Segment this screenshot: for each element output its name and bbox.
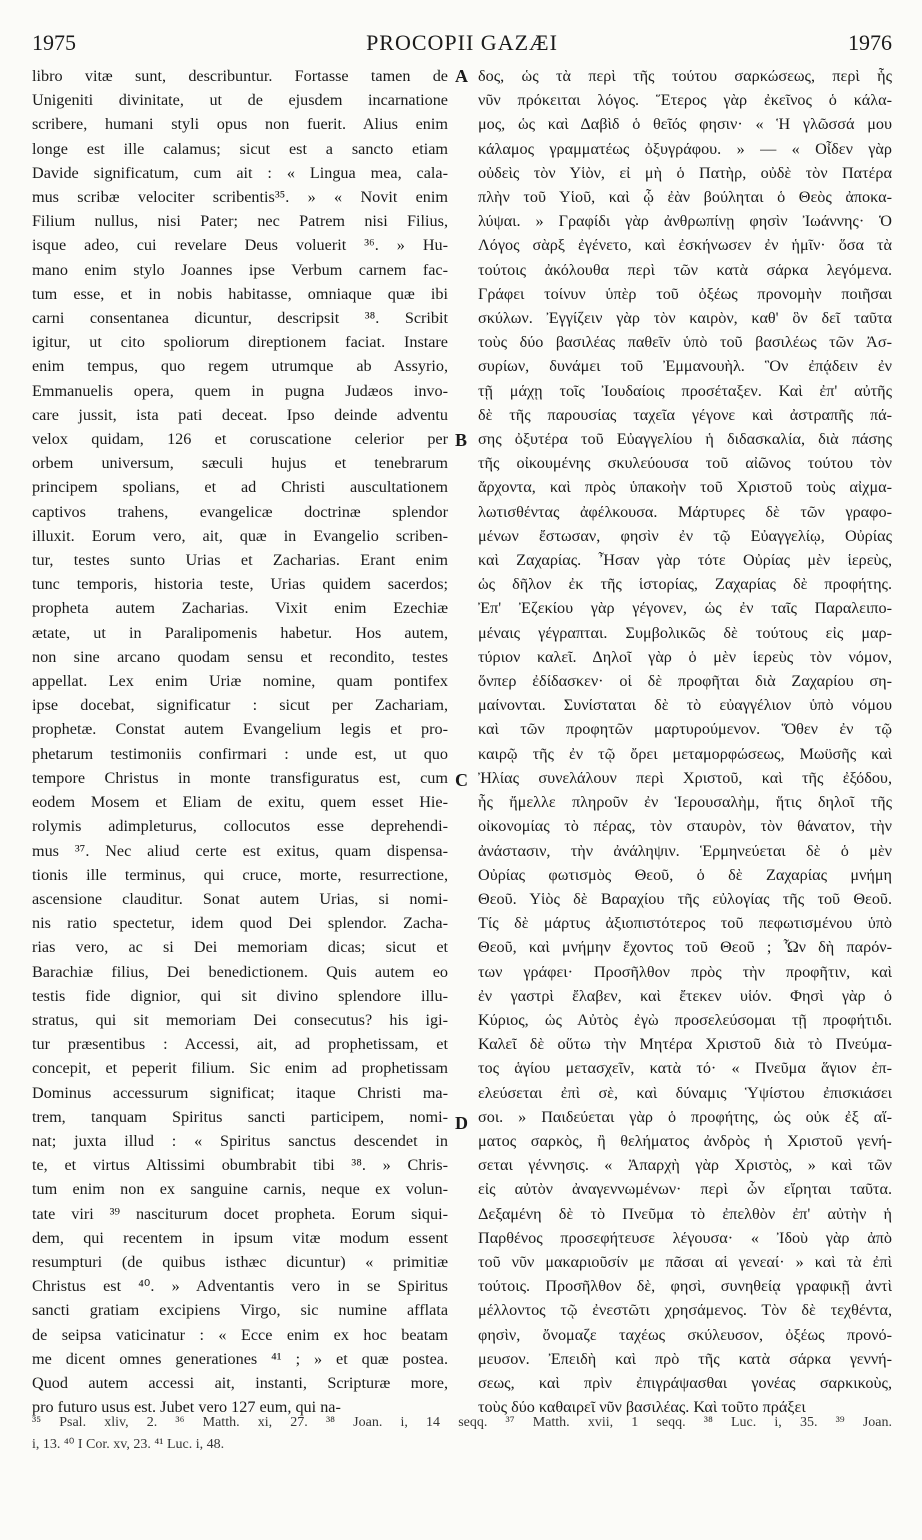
latin-text-line: tur, testes sunto Urias et Zacharias. Erant enim <box>32 551 448 570</box>
latin-column <box>32 64 448 1417</box>
latin-text-line: captivos trahens, evangelicæ doctrinæ splendor <box>32 502 448 521</box>
greek-text-line: τούτοις. Προσῆλθον δὲ, φησὶ, συνηθείᾳ γραφικῇ ἀντὶ <box>478 1277 892 1296</box>
greek-text-line: μαίνονται. Συνίσταται δὲ τὸ εὐαγγέλιον ὑπὸ νόμου <box>478 696 892 715</box>
greek-text-line: δος, ὡς τὰ περὶ τῆς τούτου σαρκώσεως, περὶ ἧς <box>478 67 892 85</box>
latin-text-line: concepit, et peperit filium. Sic enim ad prophetissam <box>32 1059 448 1078</box>
latin-text-line: mus ³⁷. Nec aliud certe est exitus, quam dispensa- <box>32 841 448 860</box>
latin-text-line: rolymis adimpleturus, collocutos esse deprehendi- <box>32 817 448 836</box>
latin-text-line: te, et virtus Altissimi obumbrabit tibi ³⁸. » Chris- <box>32 1156 448 1175</box>
greek-text-line: μέλλοντος τῷ ἐνεστῶτι χρησάμενος. Τὸν δὲ τεχθέντα, <box>478 1301 892 1320</box>
greek-text-line: Οὐρίας φωτισμὸς Θεοῦ, ὁ δὲ Ζαχαρίας μνήμη <box>478 865 892 884</box>
latin-text-line: Dominus accessurum significat; itaque Christi ma- <box>32 1083 448 1102</box>
section-marker-c: C <box>455 770 468 790</box>
greek-text-line: ἧς ἤμελλε πληροῦν ἐν Ἱερουσαλὴμ, ἥτις δηλοῖ τῆς <box>478 793 892 812</box>
latin-text-line: Filium nullus, nisi Pater; nec Patrem nisi Filius, <box>32 212 448 231</box>
latin-text-line: care jussit, ista pati deceat. Ipso deinde adventu <box>32 405 448 424</box>
greek-text-line: μος, ὡς καὶ Δαβὶδ ὁ θεῖός φησιν· « Ἡ γλῶσσά μου <box>478 115 892 134</box>
footnotes <box>32 1412 892 1456</box>
greek-text-line: Θεοῦ. Υἱὸς δὲ Βαραχίου τῆς εὐλογίας τῆς τοῦ Θεοῦ. <box>478 889 892 908</box>
latin-text-line: tum esse, et in nobis habitasse, omniaque quæ ibi <box>32 284 448 303</box>
latin-text-line: propheta autem Zacharias. Vixit enim Ezechiæ <box>32 599 448 618</box>
latin-text-line: nis ratio spectetur, idem quod Dei splendor. Zacha- <box>32 914 448 933</box>
latin-text-line: rias vero, ac si Dei memoriam dicas; sicut et <box>32 938 448 957</box>
greek-text-line: των γράφει· Προσῆλθον πρὸς τὴν προφῆτιν, καὶ <box>478 962 892 981</box>
greek-text-line: μευσον. Ἐπειδὴ καὶ πρὸ τῆς κατὰ σάρκα γεννή- <box>478 1349 892 1368</box>
greek-text-line: ματος σαρκὸς, ἢ θελήματος ἀνδρὸς ἡ Χριστοῦ γενή- <box>478 1131 892 1150</box>
latin-text-line: Quod autem accessi ait, instanti, Scripturæ more, <box>32 1373 448 1392</box>
latin-text-line: dem, qui recentem in ipsum vitæ modum essent <box>32 1228 448 1247</box>
greek-text-line: τῇ μάχῃ τοῖς Ἰουδαίοις προσέταξεν. Καὶ ἐπ' αὐτῆς <box>478 381 892 400</box>
latin-text-line: non sine arcano quodam sensu et recondito, testes <box>32 647 448 666</box>
latin-text-line: mano enim stylo Joannes ipse Verbum carnem fac- <box>32 260 448 279</box>
greek-text-line: κάλαμος γραμματέως ὀξυγράφου. » — « Οἶδεν γὰρ <box>478 139 892 158</box>
greek-text-line: Γράφει τοίνυν ὑπὲρ τοῦ ὀξέως προνομὴν ποιῆσαι <box>478 284 892 303</box>
latin-text-line: tunc temporis, historia teste, Urias quidem sacerdos; <box>32 575 448 594</box>
greek-text-line: Θεοῦ, καὶ μνήμην ἔχοντος τοῦ Θεοῦ ; Ὧν δὴ παρόν- <box>478 938 892 957</box>
latin-text-line: illuxit. Eorum vero, ait, quæ in Evangelio scriben- <box>32 526 448 545</box>
greek-text-line: τύριον καλεῖ. Δηλοῖ γὰρ ὁ μὲν ἱερεὺς τὸν νόμον, <box>478 647 892 666</box>
latin-text-line: me dicent omnes generationes ⁴¹ ; » et quæ postea. <box>32 1349 448 1368</box>
greek-text-line: Δεξαμένη δὲ τὸ Πνεῦμα τὸ ἐπελθὸν ἐπ' αὐτὴν ἡ <box>478 1204 892 1223</box>
greek-text-line: ὡς δῆλον ἐκ τῆς ἱστορίας, Ζαχαρίας δὲ προφήτης. <box>478 575 892 594</box>
greek-text-line: λύψαι. » Γραφίδι γὰρ ἀνθρωπίνῃ φησὶν Ἰωάννης· Ὁ <box>478 212 892 231</box>
footnote-line: ³⁵ Psal. xliv, 2. ³⁶ Matth. xi, 27. ³⁸ Joan. i, 14 seqq. ³⁷ Matth. xvii, 1 seqq. ³⁸ Luc. i, 35. ³⁹ Joan. <box>32 1415 892 1430</box>
greek-text-line: οὐδεὶς τὸν Υἱὸν, εἰ μὴ ὁ Πατὴρ, οὐδὲ τὸν Πατέρα <box>478 163 892 182</box>
latin-text-line: tum enim non ex sanguine carnis, neque ex volun- <box>32 1180 448 1199</box>
greek-text-line: μένων ἔστωσαν, φησὶν ἐν τῷ Εὐαγγελίῳ, Οὐρίας <box>478 526 892 545</box>
latin-text-line: isque adeo, cui revelare Deus voluerit ³⁶. » Hu- <box>32 236 448 255</box>
latin-text-line: Barachiæ filius, Dei benedictionem. Quis autem eo <box>32 962 448 981</box>
page-header <box>32 30 892 62</box>
greek-text-line: καὶ Ζαχαρίας. Ἦσαν γὰρ τότε Οὐρίας μὲν ἱερεὺς, <box>478 551 892 570</box>
greek-text-line: τοῦ νῦν μακαριοῦσίν με πᾶσαι αἱ γενεαί· » καὶ τὰ ἐπὶ <box>478 1252 892 1271</box>
latin-text-line: phetarum testimoniis confirmari : unde est, ut quo <box>32 744 448 763</box>
latin-text-line: pro futuro usus est. Jubet vero 127 eum, qui na- <box>32 1398 341 1417</box>
page-number-right: 1976 <box>848 30 892 55</box>
latin-text-line: tionis ille terminus, qui cruce, morte, resurrectione, <box>32 865 448 884</box>
latin-text-line: Christus est ⁴⁰. » Adventantis vero in se Spiritus <box>32 1277 448 1296</box>
latin-text-line: appellat. Lex enim Uriæ nomine, quam pontifex <box>32 672 448 691</box>
greek-text-line: καὶ τῶν προφητῶν μαρτυρούμενον. Ὅθεν ἐν τῷ <box>478 720 892 739</box>
greek-text-line: τοὺς δύο καθαιρεῖ νῦν βασιλέας. Καὶ τοῦτο πράξει <box>478 1398 806 1417</box>
greek-text-line: εἰς αὐτὸν ἀναγεννωμένων· περὶ ὧν εἴρηται ταῦτα. <box>478 1180 892 1199</box>
latin-text-line: carni consentanea dicuntur, descripsit ³⁸. Scribit <box>32 309 448 328</box>
latin-text-line: tempore Christus in monte transfiguratus est, cum <box>32 768 448 787</box>
latin-text-line: scribere, humani styli opus non fuerit. Alius enim <box>32 115 448 134</box>
greek-text-line: Ἠλίας συνελάλουν περὶ Χριστοῦ, καὶ τῆς ἐξόδου, <box>478 768 892 787</box>
latin-text-line: velox quidam, 126 et coruscatione celerior per <box>32 430 448 449</box>
latin-text-line: trem, tanquam Spiritus sancti participem, nomi- <box>32 1107 448 1126</box>
greek-text-line: ἀνάστασιν, τὴν ἀνάληψιν. Ἑρμηνεύεται δὲ ὁ μὲν <box>478 841 892 860</box>
greek-text-line: ἐν γαστρὶ ἔλαβεν, καὶ ἔτεκεν υἱόν. Φησὶ γὰρ ὁ <box>478 986 892 1005</box>
running-title: PROCOPII GAZÆI <box>366 30 558 55</box>
latin-text-line: ætate, ut in Paralipomenis habetur. Hos autem, <box>32 623 448 642</box>
greek-text-line: καιρῷ τῆς ἐν τῷ ὄρει μεταμορφώσεως, Μωϋσῆς καὶ <box>478 744 892 763</box>
greek-text-line: σεται γέννησις. « Ἀπαρχὴ γὰρ Χριστὸς, » καὶ τῶν <box>478 1156 892 1175</box>
latin-text-line: tur præsentibus : Accessi, ait, ad prophetissam, et <box>32 1035 448 1054</box>
greek-text-line: ἄρχοντα, καὶ πρὸς ὑπακοὴν τοῦ Χριστοῦ τοὺς αἰχμα- <box>478 478 892 497</box>
latin-text-line: resumpturi (de quibus isthæc dicuntur) « primitiæ <box>32 1252 448 1271</box>
greek-text-line: τος ἁγίου μετασχεῖν, κατὰ τό· « Πνεῦμα ἅγιον ἐπ- <box>478 1059 892 1078</box>
greek-text-line: φησὶν, ὄνομαζε ταχέως σκύλευσον, ὀξέως προνό- <box>478 1325 892 1344</box>
greek-text-line: Τίς δὲ μάρτυς ἀξιοπιστότερος τοῦ πεφωτισμένου ὑπὸ <box>478 914 892 933</box>
greek-text-line: ελεύσεται ἐπὶ σὲ, καὶ δύναμις Ὑψίστου ἐπισκιάσει <box>478 1083 892 1102</box>
greek-text-line: σεως, καὶ πρὶν ἐπιγράψασθαι γονέας σαρκικοὺς, <box>478 1373 892 1392</box>
latin-text-line: eodem Mosem et Eliam de exitu, quem esset Hie- <box>32 793 448 812</box>
greek-text-line: λωτισθέντας ἀφέλκουσα. Μάρτυρες δὲ τῶν γραφο- <box>478 502 892 521</box>
greek-text-line: σοι. » Παιδεύεται γὰρ ὁ προφήτης, ὡς οὐκ ἐξ αἵ- <box>478 1107 892 1126</box>
latin-text-line: mus scribæ velociter scribentis³⁵. » « Novit enim <box>32 188 448 207</box>
latin-text-line: de seipsa vaticinatur : « Ecce enim ex hoc beatam <box>32 1325 448 1344</box>
latin-text-line: libro vitæ sunt, describuntur. Fortasse tamen de <box>32 67 448 85</box>
latin-text-line: igitur, ut cito spoliorum direptionem faciat. Instare <box>32 333 448 352</box>
greek-text-line: πλὴν τοῦ Υἱοῦ, καὶ ᾧ ἐὰν βούληται ὁ Θεὸς ἀποκα- <box>478 188 892 207</box>
greek-text-line: Κύριος, ὡς Αὐτὸς ἐγὼ προσελεύσομαι τῇ προφήτιδι. <box>478 1010 892 1029</box>
latin-text-line: stratus, qui sit memoriam Dei consecutus? his igi- <box>32 1010 448 1029</box>
greek-text-line: συρίων, δυνάμει τοῦ Ἐμμανουὴλ. Ὃν ἐπᾴδειν ἐν <box>478 357 892 376</box>
greek-text-line: ὅνπερ ἐδίδασκεν· οἱ δὲ προφῆται διὰ Ζαχαρίου ση- <box>478 672 892 691</box>
latin-text-line: testis fide dignior, qui sit divino splendore illu- <box>32 986 448 1005</box>
section-marker-b: B <box>455 430 468 450</box>
latin-text-line: sancti gratiam excipiens Virgo, sic numine afflata <box>32 1301 448 1320</box>
page-number-left: 1975 <box>32 30 76 55</box>
greek-text-line: δὲ τῆς παρουσίας ταχεῖα γέγονε καὶ ἀστραπῆς πά- <box>478 405 892 424</box>
latin-text-line: Davide significatum, cum ait : « Lingua mea, cala- <box>32 163 448 182</box>
greek-text-line: νῦν πρόκειται λόγος. Ἕτερος γὰρ ἐκεῖνος ὁ κάλα- <box>478 91 892 110</box>
latin-text-line: ascensione clauditur. Sonat autem Urias, si nomi- <box>32 889 448 908</box>
greek-text-line: Παρθένος προσεφήτευσε λέγουσα· « Ἰδοὺ γὰρ ἀπὸ <box>478 1228 892 1247</box>
greek-text-line: Καλεῖ δὲ οὕτω τὴν Μητέρα Χριστοῦ διὰ τὸ Πνεύμα- <box>478 1035 892 1054</box>
greek-text-line: σης ὀξυτέρα τοῦ Εὐαγγελίου ἡ διδασκαλία, διὰ πάσης <box>478 430 892 449</box>
latin-text-line: nat; juxta illud : « Spiritus sanctus descendet in <box>32 1131 448 1150</box>
section-marker-a: A <box>455 66 468 86</box>
greek-text-line: τοὺς δύο βασιλέας παθεῖν ὑπὸ τοῦ βασιλέως τῶν Ἀσ- <box>478 333 892 352</box>
greek-text-line: τῆς οἰκουμένης σκυλεύουσα τοῦ αἰῶνος τούτου τὸν <box>478 454 892 473</box>
greek-text-line: μέναις γέγραπται. Συμβολικῶς δὲ τούτους εἰς μαρ- <box>478 623 892 642</box>
footnote-line: i, 13. ⁴⁰ I Cor. xv, 23. ⁴¹ Luc. i, 48. <box>32 1437 225 1452</box>
greek-column <box>478 64 892 1417</box>
latin-text-line: prophetæ. Constat autem Evangelium legis et pro- <box>32 720 448 739</box>
greek-text-line: Ἐπ' Ἐζεκίου γὰρ γέγονεν, ὡς ἐν ταῖς Παραλειπο- <box>478 599 892 618</box>
latin-text-line: orbem universum, sæculi hujus et tenebrarum <box>32 454 448 473</box>
latin-text-line: enim tempus, quo regem utrumque ab Assyrio, <box>32 357 448 376</box>
greek-text-line: Λόγος σὰρξ ἐγένετο, καὶ ἐσκήνωσεν ἐν ἡμῖν· ὅσα τὰ <box>478 236 892 255</box>
latin-text-line: Emmanuelis opera, quem in pugna Judæos invo- <box>32 381 448 400</box>
latin-text-line: Unigeniti divinitate, ut de ejusdem incarnatione <box>32 91 448 110</box>
latin-text-line: ipse docebat, significatur : sicut per Zachariam, <box>32 696 448 715</box>
greek-text-line: τούτοις ἀκόλουθα περὶ τῶν κατὰ σάρκα λεγόμενα. <box>478 260 892 279</box>
greek-text-line: οἰκονομίας τὸ πέρας, τὸν σταυρὸν, τὸν θάνατον, τὴν <box>478 817 892 836</box>
latin-text-line: principem spolians, et ad Christi auscultationem <box>32 478 448 497</box>
latin-text-line: tate viri ³⁹ nasciturum docet propheta. Eorum siqui- <box>32 1204 448 1223</box>
greek-text-line: σκύλων. Ἐγγίζειν γὰρ τὸν καιρὸν, καθ' ὃν δεῖ ταῦτα <box>478 309 892 328</box>
section-marker-d: D <box>455 1113 468 1133</box>
latin-text-line: longe est ille calamus; sicut est a sancto etiam <box>32 139 448 158</box>
